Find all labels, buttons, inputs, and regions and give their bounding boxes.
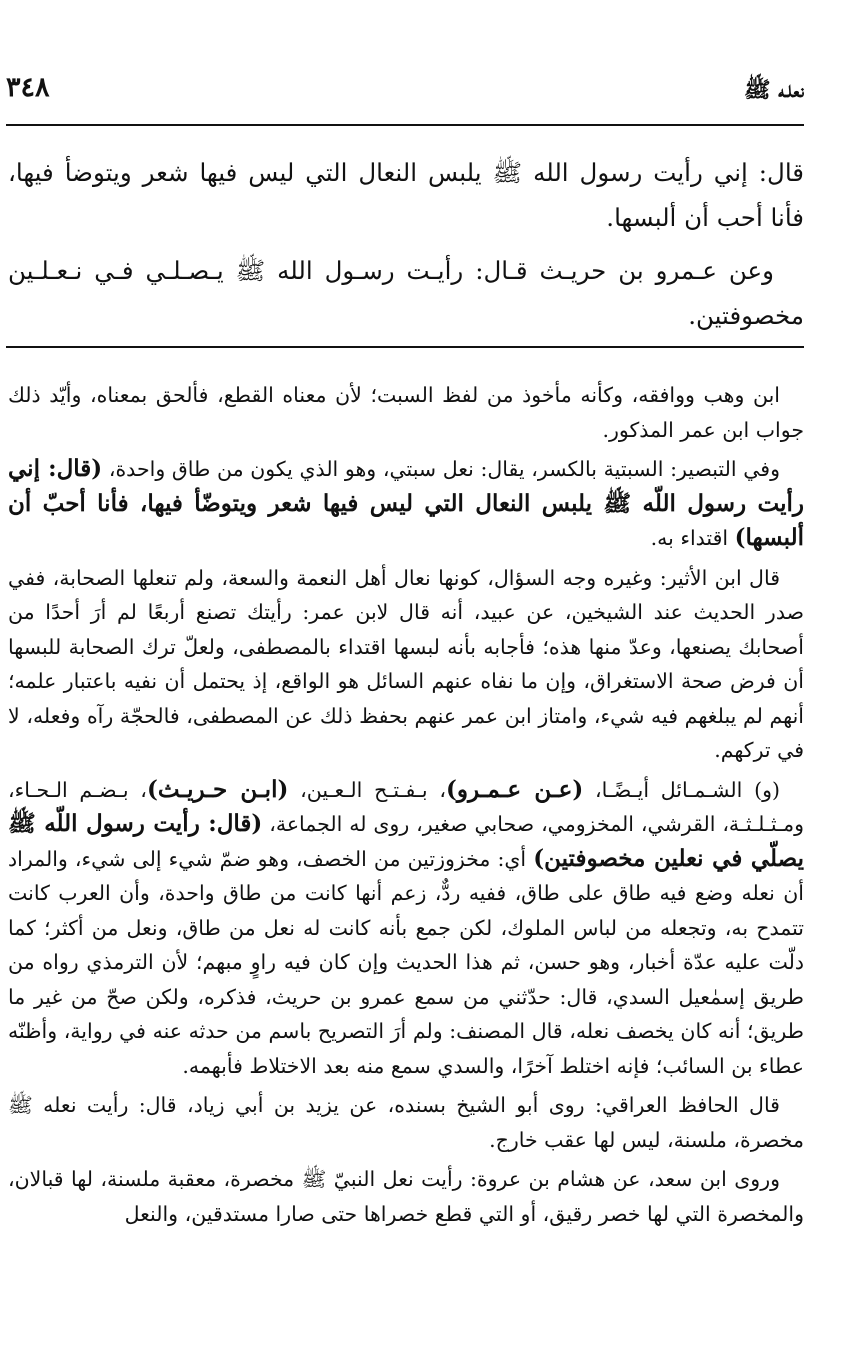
page-number: ٣٤٨ <box>6 72 50 103</box>
quoted-hadith: (قال: رأيت رسول اللّه ﷺ يصلّي في نعلين مخصوفتين) <box>8 810 805 872</box>
quoted-narrator: (عـن عـمـرو) <box>445 775 584 803</box>
commentary-text-run: ، بـفـتـح الـعـين، <box>288 777 446 802</box>
quoted-hadith: (قال: إني رأيت رسول اللّه ﷺ يلبس النعال التي ليس فيها شعر ويتوضّأ فيها، فأنا أحبّ أن ألبسها) <box>8 455 804 551</box>
hadith-text <box>8 150 804 346</box>
commentary-text-run: أي: مخزوزتين من الخصف، وهو ضمّ شيء إلى شيء، والمراد أن نعله وضع فيه طاق على طاق، ففيه ردٌّ، زعم أنها كانت من طاق واحدة، وأن العرب كانت تتمدح به، وتجعله من لباس الملوك، لكن جمع بأنه كانت له نعل من طاق، ونعل من أكثر؛ كما دلّت عليه عدّة أخبار، وهو حسن، ثم هذا الحديث وإن كان فيه راوٍ مبهم؛ لأن الترمذي رواه من طريق إسمٰعيل السدي، قال: حدّثني من سمع عمرو بن حريث، فذكره، ولكن صحّ من غير ما طريق؛ أنه كان يخصف نعله، قال المصنف: ولم أرَ التصريح باسم من حدثه عنه في رواية، وأظنّه عطاء بن السائب؛ فإنه اختلط آخرًا، والسدي سمع منه بعد الاختلاط فأبهمه. <box>8 846 804 1078</box>
hadith-paragraph-1: قال: إني رأيت رسول الله ﷺ يلبس النعال التي ليس فيها شعر ويتوضأ فيها، فأنا أحب أن ألبسها. <box>8 158 804 232</box>
commentary-paragraph-3: قال ابن الأثير: وغيره وجه السؤال، كونها نعال أهل النعمة والسعة، ولم تنعلها الصحابة، ففي صدر الحديث عند الشيخين، عن عبيد، أنه قال لابن عمر: رأيتك تصنع أربعًا لم أرَ أحدًا من أصحابك يصنعها، وعدّ منها هذه؛ فأجابه بأنه لبسها اقتداء بالمصطفى، ولعلّ ترك الصحابة للبسها أن فرض صحة الاستغراق، وإن ما نفاه عنهم السائل هو الواقع، إذ يحتمل أن نفيه باعتبار علمه؛ أنهم لم يبلغهم فيه شيء، وامتاز ابن عمر عنهم بحفظ ذلك عن المصطفى، فالحجّة رآه وفعله، لا في تركهم. <box>8 565 804 762</box>
commentary-text-run: اقتداء به. <box>650 526 735 550</box>
commentary-text-run: ، بـضـم الـحـاء، ومـثـلـثـة، القرشي، المخزومي، صحابي صغير، روى له الجماعة، <box>8 777 804 836</box>
commentary-text <box>8 378 804 1236</box>
hadith-paragraph-2: وعن عـمرو بن حريـث قـال: رأيـت رسـول الله ﷺ يـصـلـي فـي نـعـلـين مخصوفتين. <box>8 256 804 330</box>
commentary-text-run: وفي التبصير: السبتية بالكسر، يقال: نعل سبتي، وهو الذي يكون من طاق واحدة، <box>102 457 780 481</box>
commentary-paragraph-6: وروى ابن سعد، عن هشام بن عروة: رأيت نعل النبيّ ﷺ مخصرة، معقبة ملسنة، لها قبالان، والمخصرة التي لها خصر رقيق، أو التي قطع خصراها حتى صارا مستدقين، والنعل <box>8 1167 804 1226</box>
commentary-text-run: (و) الشـمـائل أيـضًـا، <box>583 777 780 802</box>
commentary-paragraph-2 <box>8 452 804 556</box>
running-title: نعلـه ﷺ <box>744 77 804 103</box>
header-rule <box>6 124 804 126</box>
commentary-paragraph-1: ابن وهب ووافقه، وكأنه مأخوذ من لفظ السبت؛ لأن معناه القطع، فألحق بمعناه، وأيّد ذلك جواب ابن عمر المذكور. <box>8 383 804 442</box>
page-header <box>6 72 804 120</box>
commentary-paragraph-5: قال الحافظ العراقي: روى أبو الشيخ بسنده، عن يزيد بن أبي زياد، قال: رأيت نعله ﷺ مخصرة، ملسنة، ليس لها عقب خارج. <box>8 1093 804 1152</box>
commentary-divider <box>6 346 804 348</box>
quoted-narrator-lineage: (ابـن حـريـث) <box>146 775 289 803</box>
commentary-paragraph-4 <box>8 773 804 1084</box>
